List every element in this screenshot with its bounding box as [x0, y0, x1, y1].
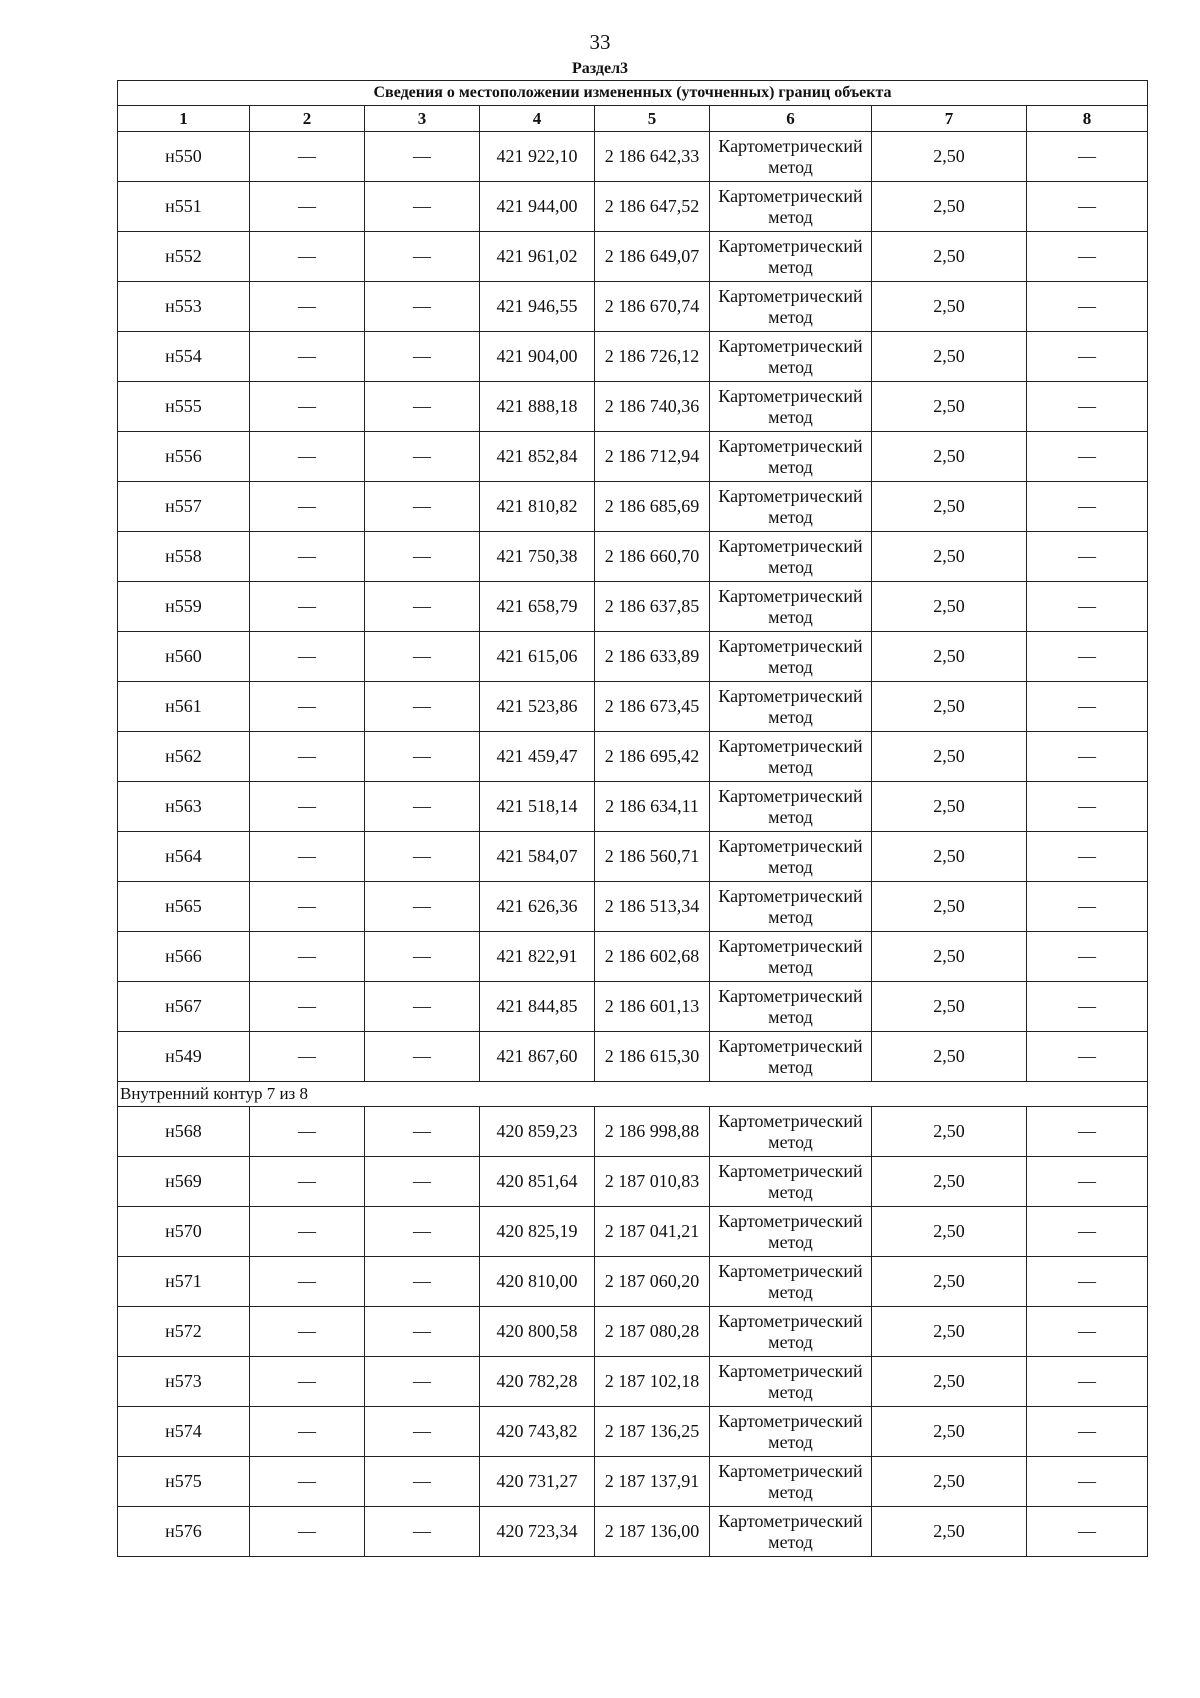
column-8-cell: —	[1027, 1507, 1148, 1557]
column-2-cell: —	[250, 1507, 365, 1557]
column-8-cell: —	[1027, 282, 1148, 332]
column-8-cell: —	[1027, 1407, 1148, 1457]
precision-cell: 2,50	[872, 1207, 1027, 1257]
method-cell: Картометрический метод	[710, 682, 872, 732]
precision-cell: 2,50	[872, 532, 1027, 582]
column-3-cell: —	[365, 232, 480, 282]
point-number-cell: н551	[118, 182, 250, 232]
table-caption-row	[118, 81, 1148, 106]
column-8-cell: —	[1027, 1357, 1148, 1407]
method-cell: Картометрический метод	[710, 332, 872, 382]
x-coordinate-cell: 421 852,84	[480, 432, 595, 482]
method-cell: Картометрический метод	[710, 882, 872, 932]
x-coordinate-cell: 420 743,82	[480, 1407, 595, 1457]
precision-cell: 2,50	[872, 182, 1027, 232]
column-3-cell: —	[365, 1507, 480, 1557]
y-coordinate-cell: 2 187 137,91	[595, 1457, 710, 1507]
column-2-cell: —	[250, 832, 365, 882]
column-3-cell: —	[365, 932, 480, 982]
page-number: 33	[589, 30, 611, 54]
precision-cell: 2,50	[872, 632, 1027, 682]
y-coordinate-cell: 2 186 601,13	[595, 982, 710, 1032]
y-coordinate-cell: 2 186 695,42	[595, 732, 710, 782]
column-8-cell: —	[1027, 832, 1148, 882]
x-coordinate-cell: 421 459,47	[480, 732, 595, 782]
contour-label-row	[118, 1082, 1148, 1107]
precision-cell: 2,50	[872, 582, 1027, 632]
y-coordinate-cell: 2 186 740,36	[595, 382, 710, 432]
precision-cell: 2,50	[872, 1257, 1027, 1307]
y-coordinate-cell: 2 186 660,70	[595, 532, 710, 582]
point-number-cell: н567	[118, 982, 250, 1032]
section-title: Раздел3	[571, 60, 629, 77]
x-coordinate-cell: 421 946,55	[480, 282, 595, 332]
column-2-cell: —	[250, 182, 365, 232]
column-8-cell: —	[1027, 932, 1148, 982]
precision-cell: 2,50	[872, 1357, 1027, 1407]
y-coordinate-cell: 2 186 998,88	[595, 1107, 710, 1157]
column-2-cell: —	[250, 232, 365, 282]
x-coordinate-cell: 421 888,18	[480, 382, 595, 432]
table-row	[118, 1507, 1148, 1557]
coordinates-table	[117, 80, 1148, 1557]
point-number-cell: н555	[118, 382, 250, 432]
x-coordinate-cell: 420 731,27	[480, 1457, 595, 1507]
column-2-cell: —	[250, 1357, 365, 1407]
column-3-cell: —	[365, 282, 480, 332]
table-row	[118, 282, 1148, 332]
column-8-cell: —	[1027, 1032, 1148, 1082]
table-row	[118, 232, 1148, 282]
method-cell: Картометрический метод	[710, 982, 872, 1032]
point-number-cell: н566	[118, 932, 250, 982]
method-cell: Картометрический метод	[710, 182, 872, 232]
precision-cell: 2,50	[872, 1507, 1027, 1557]
contour-label: Внутренний контур 7 из 8	[118, 1082, 1148, 1107]
point-number-cell: н574	[118, 1407, 250, 1457]
column-3-cell: —	[365, 332, 480, 382]
precision-cell: 2,50	[872, 782, 1027, 832]
column-2-cell: —	[250, 1307, 365, 1357]
point-number-cell: н552	[118, 232, 250, 282]
column-8-cell: —	[1027, 432, 1148, 482]
column-2-cell: —	[250, 982, 365, 1032]
method-cell: Картометрический метод	[710, 232, 872, 282]
precision-cell: 2,50	[872, 682, 1027, 732]
table-caption: Сведения о местоположении измененных (уточненных) границ объекта	[118, 81, 1148, 106]
x-coordinate-cell: 421 584,07	[480, 832, 595, 882]
precision-cell: 2,50	[872, 332, 1027, 382]
x-coordinate-cell: 421 750,38	[480, 532, 595, 582]
y-coordinate-cell: 2 187 136,25	[595, 1407, 710, 1457]
column-3-cell: —	[365, 982, 480, 1032]
column-3-cell: —	[365, 832, 480, 882]
method-cell: Картометрический метод	[710, 582, 872, 632]
table-row	[118, 982, 1148, 1032]
x-coordinate-cell: 420 800,58	[480, 1307, 595, 1357]
column-8-cell: —	[1027, 1457, 1148, 1507]
table-row	[118, 1107, 1148, 1157]
point-number-cell: н563	[118, 782, 250, 832]
table-header	[118, 81, 1148, 132]
x-coordinate-cell: 421 822,91	[480, 932, 595, 982]
table-row	[118, 1457, 1148, 1507]
point-number-cell: н554	[118, 332, 250, 382]
table-row	[118, 532, 1148, 582]
table-row	[118, 382, 1148, 432]
x-coordinate-cell: 421 961,02	[480, 232, 595, 282]
precision-cell: 2,50	[872, 432, 1027, 482]
column-number: 8	[1027, 106, 1148, 132]
method-cell: Картометрический метод	[710, 832, 872, 882]
column-number: 3	[365, 106, 480, 132]
column-3-cell: —	[365, 1032, 480, 1082]
column-2-cell: —	[250, 382, 365, 432]
column-2-cell: —	[250, 482, 365, 532]
table-row	[118, 1207, 1148, 1257]
column-2-cell: —	[250, 332, 365, 382]
column-8-cell: —	[1027, 982, 1148, 1032]
column-8-cell: —	[1027, 182, 1148, 232]
column-2-cell: —	[250, 1407, 365, 1457]
column-3-cell: —	[365, 532, 480, 582]
table-row	[118, 1357, 1148, 1407]
y-coordinate-cell: 2 186 615,30	[595, 1032, 710, 1082]
column-number: 7	[872, 106, 1027, 132]
table-row	[118, 932, 1148, 982]
table-body	[118, 132, 1148, 1557]
column-2-cell: —	[250, 532, 365, 582]
y-coordinate-cell: 2 186 670,74	[595, 282, 710, 332]
method-cell: Картометрический метод	[710, 1257, 872, 1307]
x-coordinate-cell: 421 523,86	[480, 682, 595, 732]
table-row	[118, 182, 1148, 232]
precision-cell: 2,50	[872, 1307, 1027, 1357]
method-cell: Картометрический метод	[710, 1407, 872, 1457]
x-coordinate-cell: 421 626,36	[480, 882, 595, 932]
y-coordinate-cell: 2 186 513,34	[595, 882, 710, 932]
x-coordinate-cell: 420 851,64	[480, 1157, 595, 1207]
column-2-cell: —	[250, 682, 365, 732]
point-number-cell: н557	[118, 482, 250, 532]
table-row	[118, 1257, 1148, 1307]
point-number-cell: н550	[118, 132, 250, 182]
column-8-cell: —	[1027, 1157, 1148, 1207]
point-number-cell: н572	[118, 1307, 250, 1357]
method-cell: Картометрический метод	[710, 1032, 872, 1082]
method-cell: Картометрический метод	[710, 1357, 872, 1407]
column-3-cell: —	[365, 682, 480, 732]
table-row	[118, 632, 1148, 682]
x-coordinate-cell: 420 723,34	[480, 1507, 595, 1557]
y-coordinate-cell: 2 187 102,18	[595, 1357, 710, 1407]
point-number-cell: н570	[118, 1207, 250, 1257]
column-8-cell: —	[1027, 482, 1148, 532]
column-2-cell: —	[250, 632, 365, 682]
y-coordinate-cell: 2 186 649,07	[595, 232, 710, 282]
column-3-cell: —	[365, 1207, 480, 1257]
column-2-cell: —	[250, 132, 365, 182]
x-coordinate-cell: 421 518,14	[480, 782, 595, 832]
x-coordinate-cell: 421 844,85	[480, 982, 595, 1032]
point-number-cell: н569	[118, 1157, 250, 1207]
table-row	[118, 582, 1148, 632]
precision-cell: 2,50	[872, 732, 1027, 782]
column-8-cell: —	[1027, 382, 1148, 432]
column-2-cell: —	[250, 1032, 365, 1082]
column-8-cell: —	[1027, 1207, 1148, 1257]
column-number: 4	[480, 106, 595, 132]
column-number: 2	[250, 106, 365, 132]
precision-cell: 2,50	[872, 1032, 1027, 1082]
point-number-cell: н565	[118, 882, 250, 932]
y-coordinate-cell: 2 186 560,71	[595, 832, 710, 882]
column-3-cell: —	[365, 882, 480, 932]
column-3-cell: —	[365, 382, 480, 432]
method-cell: Картометрический метод	[710, 132, 872, 182]
precision-cell: 2,50	[872, 132, 1027, 182]
method-cell: Картометрический метод	[710, 532, 872, 582]
y-coordinate-cell: 2 187 060,20	[595, 1257, 710, 1307]
precision-cell: 2,50	[872, 1107, 1027, 1157]
y-coordinate-cell: 2 186 637,85	[595, 582, 710, 632]
method-cell: Картометрический метод	[710, 1307, 872, 1357]
point-number-cell: н560	[118, 632, 250, 682]
method-cell: Картометрический метод	[710, 1107, 872, 1157]
column-number: 5	[595, 106, 710, 132]
point-number-cell: н549	[118, 1032, 250, 1082]
precision-cell: 2,50	[872, 832, 1027, 882]
precision-cell: 2,50	[872, 232, 1027, 282]
column-8-cell: —	[1027, 1307, 1148, 1357]
column-2-cell: —	[250, 1207, 365, 1257]
point-number-cell: н558	[118, 532, 250, 582]
y-coordinate-cell: 2 186 642,33	[595, 132, 710, 182]
table-row	[118, 332, 1148, 382]
point-number-cell: н559	[118, 582, 250, 632]
y-coordinate-cell: 2 187 010,83	[595, 1157, 710, 1207]
point-number-cell: н568	[118, 1107, 250, 1157]
column-2-cell: —	[250, 782, 365, 832]
table-row	[118, 1032, 1148, 1082]
y-coordinate-cell: 2 186 602,68	[595, 932, 710, 982]
column-2-cell: —	[250, 1157, 365, 1207]
precision-cell: 2,50	[872, 1407, 1027, 1457]
x-coordinate-cell: 420 825,19	[480, 1207, 595, 1257]
point-number-cell: н575	[118, 1457, 250, 1507]
precision-cell: 2,50	[872, 382, 1027, 432]
precision-cell: 2,50	[872, 282, 1027, 332]
column-8-cell: —	[1027, 132, 1148, 182]
method-cell: Картометрический метод	[710, 782, 872, 832]
precision-cell: 2,50	[872, 982, 1027, 1032]
column-2-cell: —	[250, 882, 365, 932]
table-row	[118, 682, 1148, 732]
column-number: 6	[710, 106, 872, 132]
table-row	[118, 782, 1148, 832]
precision-cell: 2,50	[872, 1457, 1027, 1507]
y-coordinate-cell: 2 186 633,89	[595, 632, 710, 682]
y-coordinate-cell: 2 186 673,45	[595, 682, 710, 732]
column-8-cell: —	[1027, 632, 1148, 682]
point-number-cell: н576	[118, 1507, 250, 1557]
x-coordinate-cell: 421 658,79	[480, 582, 595, 632]
method-cell: Картометрический метод	[710, 282, 872, 332]
table-row	[118, 132, 1148, 182]
method-cell: Картометрический метод	[710, 932, 872, 982]
column-2-cell: —	[250, 932, 365, 982]
column-3-cell: —	[365, 432, 480, 482]
column-8-cell: —	[1027, 732, 1148, 782]
precision-cell: 2,50	[872, 482, 1027, 532]
column-3-cell: —	[365, 732, 480, 782]
table-row	[118, 1157, 1148, 1207]
x-coordinate-cell: 421 615,06	[480, 632, 595, 682]
point-number-cell: н564	[118, 832, 250, 882]
column-2-cell: —	[250, 282, 365, 332]
column-3-cell: —	[365, 1157, 480, 1207]
method-cell: Картометрический метод	[710, 1507, 872, 1557]
method-cell: Картометрический метод	[710, 1157, 872, 1207]
column-3-cell: —	[365, 582, 480, 632]
column-8-cell: —	[1027, 332, 1148, 382]
column-8-cell: —	[1027, 232, 1148, 282]
method-cell: Картометрический метод	[710, 632, 872, 682]
x-coordinate-cell: 421 944,00	[480, 182, 595, 232]
column-2-cell: —	[250, 432, 365, 482]
y-coordinate-cell: 2 186 647,52	[595, 182, 710, 232]
x-coordinate-cell: 420 782,28	[480, 1357, 595, 1407]
table-row	[118, 832, 1148, 882]
column-3-cell: —	[365, 482, 480, 532]
column-8-cell: —	[1027, 682, 1148, 732]
x-coordinate-cell: 421 867,60	[480, 1032, 595, 1082]
x-coordinate-cell: 421 904,00	[480, 332, 595, 382]
x-coordinate-cell: 421 810,82	[480, 482, 595, 532]
column-8-cell: —	[1027, 582, 1148, 632]
column-number-row	[118, 106, 1148, 132]
method-cell: Картометрический метод	[710, 432, 872, 482]
table-row	[118, 1407, 1148, 1457]
table-row	[118, 882, 1148, 932]
table-row	[118, 1307, 1148, 1357]
column-3-cell: —	[365, 1457, 480, 1507]
point-number-cell: н553	[118, 282, 250, 332]
column-3-cell: —	[365, 1257, 480, 1307]
y-coordinate-cell: 2 186 634,11	[595, 782, 710, 832]
x-coordinate-cell: 421 922,10	[480, 132, 595, 182]
precision-cell: 2,50	[872, 1157, 1027, 1207]
method-cell: Картометрический метод	[710, 382, 872, 432]
point-number-cell: н561	[118, 682, 250, 732]
y-coordinate-cell: 2 186 726,12	[595, 332, 710, 382]
table-row	[118, 482, 1148, 532]
precision-cell: 2,50	[872, 882, 1027, 932]
x-coordinate-cell: 420 810,00	[480, 1257, 595, 1307]
column-2-cell: —	[250, 1107, 365, 1157]
point-number-cell: н571	[118, 1257, 250, 1307]
column-2-cell: —	[250, 1457, 365, 1507]
column-8-cell: —	[1027, 532, 1148, 582]
method-cell: Картометрический метод	[710, 1457, 872, 1507]
column-3-cell: —	[365, 782, 480, 832]
column-3-cell: —	[365, 1107, 480, 1157]
column-2-cell: —	[250, 1257, 365, 1307]
method-cell: Картометрический метод	[710, 1207, 872, 1257]
point-number-cell: н573	[118, 1357, 250, 1407]
column-2-cell: —	[250, 582, 365, 632]
y-coordinate-cell: 2 186 712,94	[595, 432, 710, 482]
y-coordinate-cell: 2 187 080,28	[595, 1307, 710, 1357]
table-row	[118, 732, 1148, 782]
precision-cell: 2,50	[872, 932, 1027, 982]
column-8-cell: —	[1027, 1107, 1148, 1157]
y-coordinate-cell: 2 186 685,69	[595, 482, 710, 532]
y-coordinate-cell: 2 187 041,21	[595, 1207, 710, 1257]
point-number-cell: н562	[118, 732, 250, 782]
column-3-cell: —	[365, 632, 480, 682]
method-cell: Картометрический метод	[710, 482, 872, 532]
point-number-cell: н556	[118, 432, 250, 482]
column-3-cell: —	[365, 1407, 480, 1457]
column-3-cell: —	[365, 1307, 480, 1357]
method-cell: Картометрический метод	[710, 732, 872, 782]
column-number: 1	[118, 106, 250, 132]
column-3-cell: —	[365, 1357, 480, 1407]
column-3-cell: —	[365, 182, 480, 232]
column-8-cell: —	[1027, 1257, 1148, 1307]
x-coordinate-cell: 420 859,23	[480, 1107, 595, 1157]
y-coordinate-cell: 2 187 136,00	[595, 1507, 710, 1557]
column-8-cell: —	[1027, 782, 1148, 832]
column-2-cell: —	[250, 732, 365, 782]
column-3-cell: —	[365, 132, 480, 182]
table-row	[118, 432, 1148, 482]
column-8-cell: —	[1027, 882, 1148, 932]
